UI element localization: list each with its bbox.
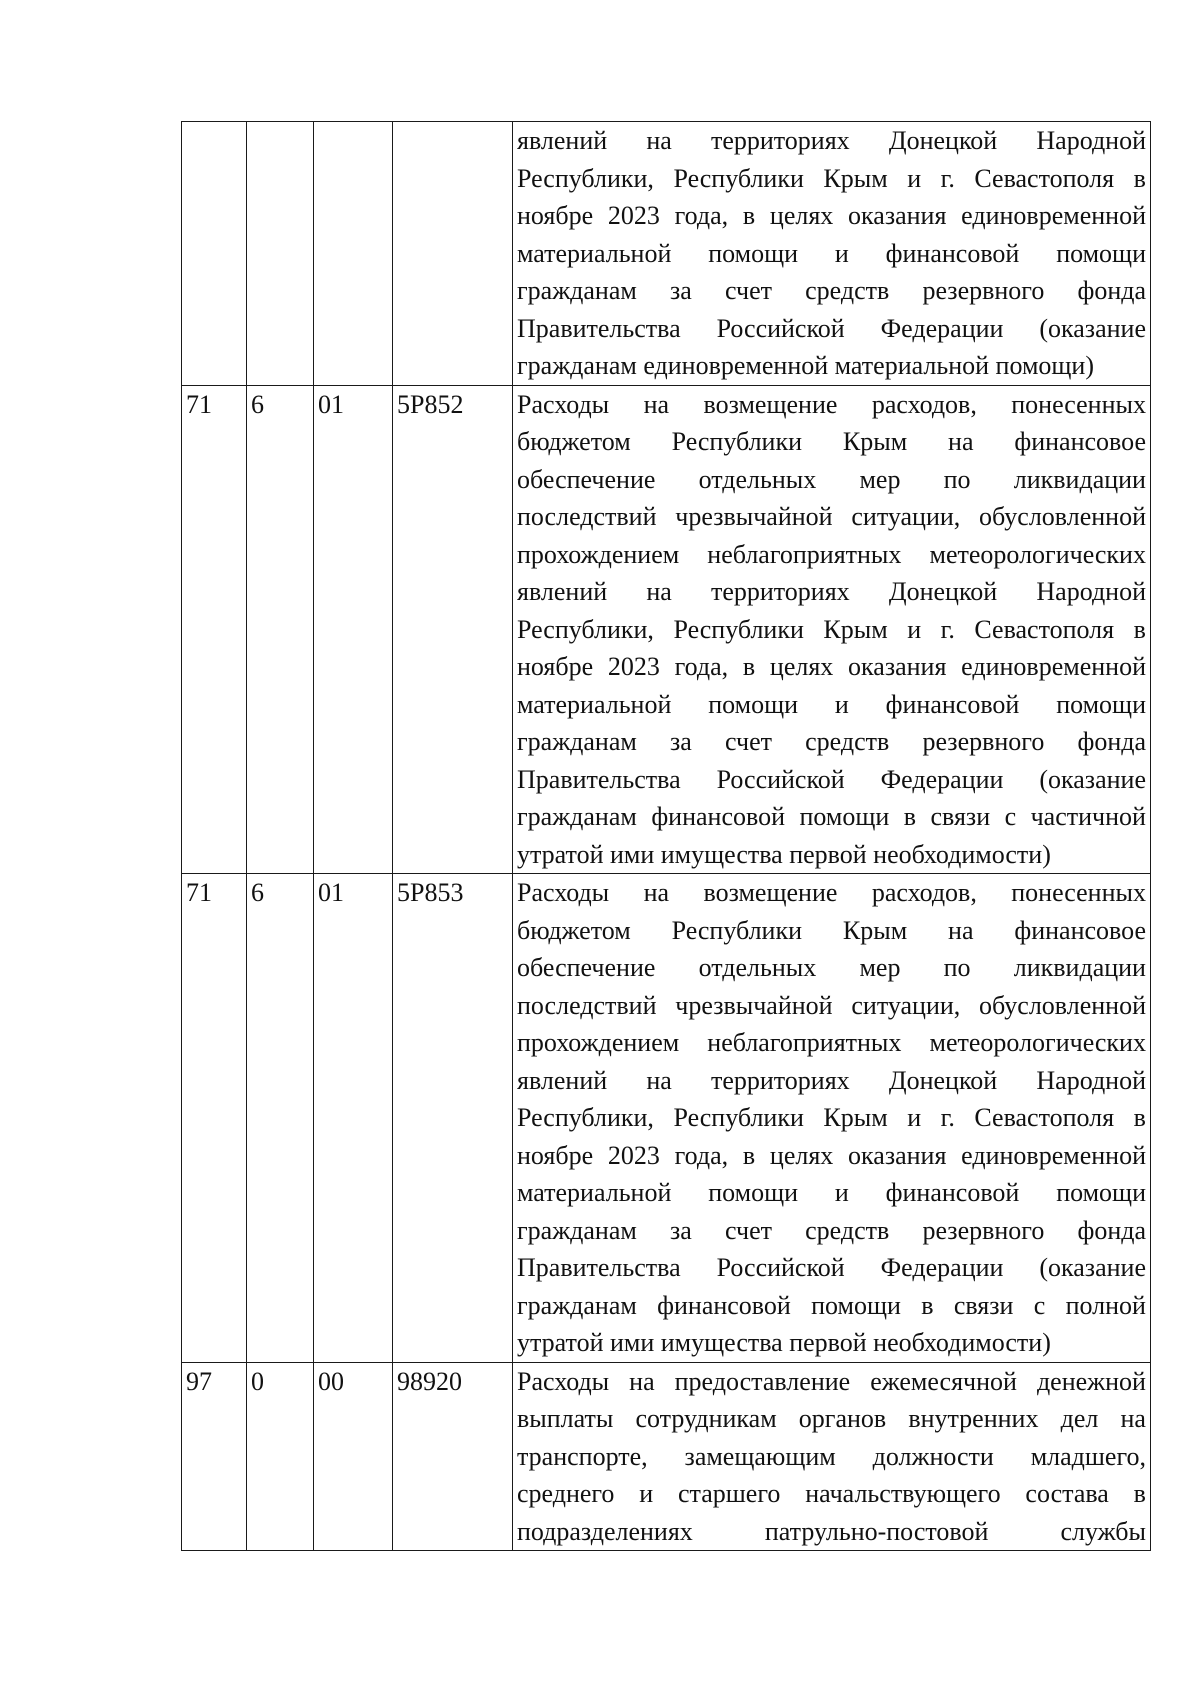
table-row: [182, 385, 1151, 874]
description-line: [517, 648, 1146, 686]
description-word: и: [907, 614, 922, 644]
description-word: финансовой: [885, 689, 1020, 719]
description-word: единовременной: [961, 201, 1146, 230]
description-word: Республики: [671, 427, 803, 456]
description-word: Крым: [823, 1103, 888, 1132]
description-cell: [513, 122, 1151, 386]
description-word: и: [834, 689, 849, 719]
description-word: единовременной: [961, 1140, 1146, 1170]
description-word: отдельных: [698, 464, 817, 494]
description-word: транспорте,: [517, 1441, 648, 1471]
code-col-2: 6: [247, 385, 314, 874]
description-line: [517, 912, 1146, 950]
description-word: старшего: [678, 1479, 781, 1508]
description-word: материальной: [517, 1178, 672, 1207]
description-word: возмещение: [703, 878, 838, 907]
code-col-4: 98920: [393, 1362, 513, 1551]
description-word: Народной: [1036, 1065, 1146, 1095]
description-line: [517, 1249, 1146, 1287]
description-word: бюджетом: [517, 915, 631, 945]
description-word: фонда: [1077, 276, 1146, 305]
description-word: Республики: [673, 163, 804, 193]
budget-classification-table: [181, 121, 1151, 1551]
description-line: [517, 1513, 1146, 1551]
description-word: Российской: [716, 764, 845, 794]
description-word: Республики,: [517, 614, 654, 644]
description-word: Донецкой: [888, 126, 998, 155]
description-word: понесенных: [1011, 389, 1146, 419]
description-word: начальствующего: [805, 1479, 1001, 1508]
description-word: на: [629, 1366, 655, 1396]
description-word: помощи: [1056, 1178, 1146, 1207]
description-word: резервного: [922, 727, 1045, 756]
description-word: Правительства: [517, 313, 681, 343]
description-word: младшего,: [1030, 1441, 1146, 1471]
description-word: года,: [674, 652, 729, 681]
description-word: в: [1133, 614, 1146, 644]
description-word: с: [1004, 802, 1017, 831]
description-line: [517, 423, 1146, 461]
description-word: Донецкой: [888, 577, 998, 606]
description-word: чрезвычайной: [675, 990, 833, 1020]
description-word: прохождением: [517, 1028, 680, 1057]
description-word: целях: [769, 201, 834, 230]
description-word: Правительства: [517, 1253, 681, 1282]
description-word: гражданам: [517, 802, 637, 831]
description-line: [517, 160, 1146, 198]
description-word: счет: [724, 276, 772, 305]
description-word: финансовой: [651, 802, 785, 831]
description-word: на: [646, 1065, 672, 1095]
description-word: службы: [1060, 1516, 1146, 1546]
description-word: Крым: [842, 427, 908, 456]
description-word: года,: [674, 1140, 729, 1170]
description-word: материальной: [517, 238, 672, 268]
description-word: чрезвычайной: [675, 502, 833, 531]
description-word: метеорологических: [929, 1028, 1146, 1057]
description-word: на: [948, 427, 974, 456]
description-line: гражданам единовременной материальной помощи): [517, 351, 1095, 380]
description-word: на: [646, 577, 672, 606]
description-line: [517, 536, 1146, 574]
description-word: органов: [798, 1404, 887, 1433]
description-word: Российской: [716, 313, 845, 343]
description-word: Народной: [1036, 577, 1146, 606]
description-line: [517, 235, 1146, 273]
description-word: гражданам: [517, 1215, 637, 1245]
description-word: Федерации: [880, 1253, 1004, 1282]
description-word: в: [1133, 1479, 1146, 1508]
description-word: на: [1120, 1404, 1146, 1433]
description-word: Севастополя: [974, 614, 1115, 644]
description-line: [517, 1400, 1146, 1438]
description-word: мер: [859, 953, 901, 982]
description-word: Народной: [1036, 126, 1146, 155]
description-word: счет: [724, 1215, 772, 1245]
description-word: и: [907, 1103, 922, 1132]
description-word: последствий: [517, 990, 657, 1020]
description-word: и: [639, 1479, 654, 1508]
description-line: [517, 386, 1146, 424]
description-line: [517, 1099, 1146, 1137]
description-word: в: [742, 1140, 756, 1170]
description-word: г.: [940, 1103, 955, 1132]
description-word: (оказание: [1039, 1253, 1146, 1282]
description-line: [517, 761, 1146, 799]
description-line: [517, 1137, 1146, 1175]
description-word: помощи: [1056, 238, 1146, 268]
description-word: ноябре: [517, 201, 594, 230]
description-word: финансовой: [885, 238, 1020, 268]
description-word: связи: [953, 1290, 1014, 1320]
description-word: целях: [769, 1140, 834, 1170]
code-col-1: 71: [182, 874, 247, 1363]
description-cell: [513, 1362, 1151, 1551]
description-word: и: [907, 163, 922, 193]
description-line: [517, 573, 1146, 611]
description-word: в: [742, 201, 756, 230]
description-word: 2023: [607, 201, 660, 230]
description-line: [517, 798, 1146, 836]
description-word: Федерации: [880, 764, 1004, 794]
description-word: метеорологических: [929, 539, 1146, 569]
description-word: Российской: [716, 1253, 845, 1282]
description-word: неблагоприятных: [707, 1028, 902, 1057]
description-word: неблагоприятных: [707, 539, 902, 569]
code-col-3: 01: [314, 874, 393, 1363]
description-line: [517, 461, 1146, 499]
description-word: полной: [1065, 1290, 1146, 1320]
description-word: на: [643, 389, 670, 419]
description-line: [517, 310, 1146, 348]
code-col-1: 71: [182, 385, 247, 874]
description-word: ежемесячной: [870, 1366, 1017, 1396]
description-word: г.: [940, 614, 955, 644]
description-word: на: [948, 915, 974, 945]
table-body: [182, 122, 1151, 1551]
description-word: обусловленной: [979, 990, 1146, 1020]
description-word: замещающим: [684, 1441, 836, 1471]
description-word: гражданам: [517, 1290, 637, 1320]
description-word: ноябре: [517, 1140, 594, 1170]
description-word: помощи: [811, 1290, 901, 1320]
description-word: обусловленной: [979, 502, 1146, 531]
description-word: целях: [769, 652, 834, 681]
code-col-3: 01: [314, 385, 393, 874]
description-word: резервного: [922, 1215, 1045, 1245]
description-word: гражданам: [517, 276, 637, 305]
description-line: [517, 723, 1146, 761]
description-word: фонда: [1077, 1215, 1146, 1245]
description-word: на: [646, 126, 672, 155]
description-word: расходов,: [871, 878, 977, 907]
description-line: утратой ими имущества первой необходимости): [517, 839, 1051, 869]
description-word: состава: [1025, 1479, 1109, 1508]
description-word: последствий: [517, 502, 657, 531]
description-word: обеспечение: [517, 464, 656, 494]
description-word: понесенных: [1011, 878, 1146, 907]
description-cell: [513, 874, 1151, 1363]
description-word: сотрудникам: [635, 1404, 777, 1433]
description-word: оказания: [848, 652, 947, 681]
description-word: мер: [859, 464, 901, 494]
description-word: г.: [940, 163, 955, 193]
description-line: [517, 1363, 1146, 1401]
table-row: [182, 874, 1151, 1363]
description-word: материальной: [517, 689, 672, 719]
description-word: финансовое: [1014, 427, 1146, 456]
description-word: 2023: [607, 1140, 660, 1170]
description-word: ликвидации: [1013, 953, 1146, 982]
description-word: оказания: [848, 201, 947, 230]
code-col-4: [393, 122, 513, 386]
description-word: и: [834, 1178, 849, 1207]
description-word: патрульно-постовой: [764, 1516, 989, 1546]
description-word: в: [1133, 1103, 1146, 1132]
description-word: в: [742, 652, 756, 681]
description-word: в: [903, 802, 917, 831]
description-line: [517, 498, 1146, 536]
description-word: предоставление: [674, 1366, 851, 1396]
description-word: Республики: [673, 614, 804, 644]
description-word: (оказание: [1039, 313, 1146, 343]
description-line: [517, 987, 1146, 1025]
description-word: прохождением: [517, 539, 680, 569]
description-word: должности: [872, 1441, 994, 1471]
code-col-1: [182, 122, 247, 386]
description-word: 2023: [607, 652, 660, 681]
description-word: за: [670, 727, 692, 756]
description-line: [517, 1174, 1146, 1212]
description-word: Донецкой: [888, 1065, 998, 1095]
code-col-2: [247, 122, 314, 386]
description-line: [517, 611, 1146, 649]
description-word: Республики: [671, 915, 803, 945]
description-word: года,: [674, 201, 729, 230]
description-word: Расходы: [517, 1366, 610, 1396]
description-word: обеспечение: [517, 953, 656, 982]
description-word: отдельных: [698, 953, 817, 982]
description-word: явлений: [517, 577, 608, 606]
description-word: помощи: [708, 238, 799, 268]
description-word: денежной: [1036, 1366, 1146, 1396]
description-word: финансовое: [1014, 915, 1146, 945]
description-line: [517, 272, 1146, 310]
description-word: за: [670, 1215, 692, 1245]
description-line: утратой ими имущества первой необходимости): [517, 1328, 1051, 1357]
description-line: [517, 1475, 1146, 1513]
description-word: Расходы: [517, 878, 610, 907]
description-word: Республики,: [517, 1103, 654, 1132]
description-word: финансовой: [657, 1290, 791, 1320]
description-word: по: [943, 464, 971, 494]
description-word: единовременной: [961, 652, 1146, 681]
description-word: средств: [805, 1215, 890, 1245]
table-row: [182, 1362, 1151, 1551]
description-word: с: [1033, 1290, 1046, 1320]
description-word: средств: [805, 727, 890, 756]
description-word: явлений: [517, 126, 608, 155]
description-word: средств: [805, 276, 890, 305]
description-word: Крым: [842, 915, 908, 945]
description-word: Республики,: [517, 163, 654, 193]
description-word: гражданам: [517, 727, 637, 756]
description-line: [517, 949, 1146, 987]
description-word: ликвидации: [1013, 464, 1146, 494]
description-word: помощи: [708, 1178, 799, 1207]
description-line: [517, 686, 1146, 724]
code-col-2: 0: [247, 1362, 314, 1551]
description-word: явлений: [517, 1065, 608, 1095]
code-col-3: [314, 122, 393, 386]
description-word: помощи: [1056, 689, 1146, 719]
code-col-3: 00: [314, 1362, 393, 1551]
description-line: [517, 197, 1146, 235]
description-word: Севастополя: [974, 163, 1115, 193]
description-line: [517, 1287, 1146, 1325]
description-line: [517, 1212, 1146, 1250]
description-word: Севастополя: [974, 1103, 1115, 1132]
description-word: резервного: [922, 276, 1045, 305]
description-word: частичной: [1030, 802, 1146, 831]
description-word: территориях: [710, 577, 850, 606]
description-line: [517, 1062, 1146, 1100]
description-word: дел: [1060, 1404, 1099, 1433]
description-word: Крым: [823, 163, 888, 193]
description-word: Расходы: [517, 389, 610, 419]
description-word: подразделениях: [517, 1516, 693, 1546]
description-word: территориях: [710, 126, 850, 155]
description-word: ситуации,: [851, 990, 961, 1020]
description-word: территориях: [710, 1065, 850, 1095]
table-row: [182, 122, 1151, 386]
description-word: связи: [930, 802, 991, 831]
description-word: бюджетом: [517, 427, 631, 456]
description-word: помощи: [708, 689, 799, 719]
description-word: в: [921, 1290, 934, 1320]
description-word: Правительства: [517, 764, 681, 794]
code-col-2: 6: [247, 874, 314, 1363]
description-word: фонда: [1077, 727, 1146, 756]
description-word: Федерации: [880, 313, 1004, 343]
description-line: [517, 1438, 1146, 1476]
description-word: счет: [724, 727, 772, 756]
description-line: [517, 874, 1146, 912]
description-word: финансовой: [885, 1178, 1020, 1207]
description-word: выплаты: [517, 1404, 614, 1433]
description-word: ситуации,: [851, 502, 961, 531]
description-word: расходов,: [871, 389, 977, 419]
description-word: и: [834, 238, 849, 268]
description-word: среднего: [517, 1479, 615, 1508]
description-word: возмещение: [703, 389, 838, 419]
description-word: Крым: [823, 614, 888, 644]
description-word: внутренних: [908, 1404, 1039, 1433]
code-col-4: 5P853: [393, 874, 513, 1363]
description-line: [517, 1024, 1146, 1062]
description-word: помощи: [799, 802, 890, 831]
description-word: на: [643, 878, 670, 907]
description-word: Республики: [673, 1103, 804, 1132]
description-word: ноябре: [517, 652, 594, 681]
description-line: [517, 122, 1146, 160]
code-col-4: 5P852: [393, 385, 513, 874]
description-word: в: [1133, 163, 1146, 193]
description-word: оказания: [848, 1140, 947, 1170]
description-word: за: [670, 276, 692, 305]
description-word: по: [943, 953, 971, 982]
code-col-1: 97: [182, 1362, 247, 1551]
description-word: (оказание: [1039, 764, 1146, 794]
description-cell: [513, 385, 1151, 874]
